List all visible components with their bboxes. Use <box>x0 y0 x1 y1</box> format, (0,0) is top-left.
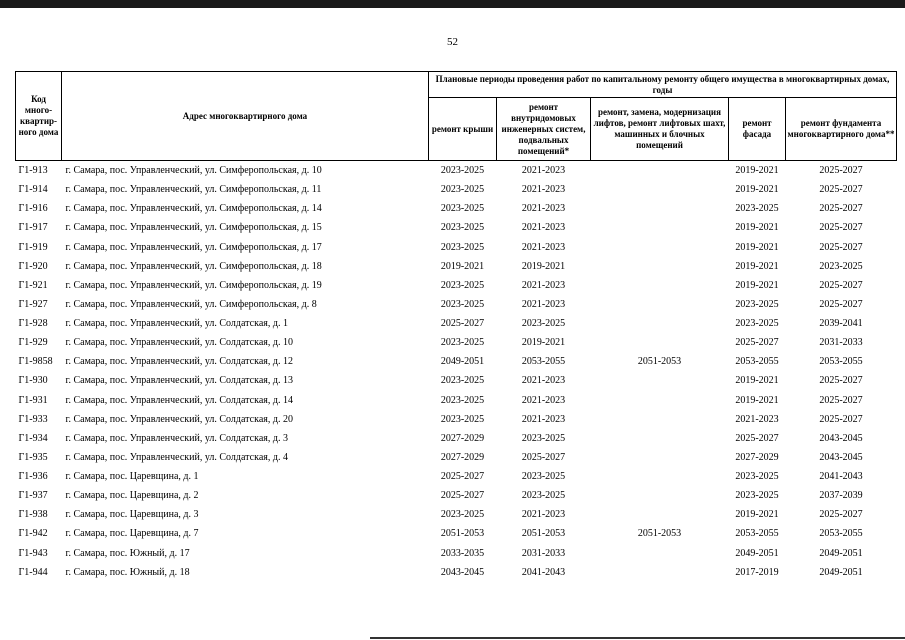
cell-foundation: 2053-2055 <box>819 528 863 540</box>
cell-systems: 2023-2025 <box>521 471 566 483</box>
cell-foundation: 2053-2055 <box>819 356 863 368</box>
cell-lifts <box>591 448 729 467</box>
cell-lifts <box>591 295 729 314</box>
cell-lifts <box>591 486 729 505</box>
cell-systems: 2023-2025 <box>521 432 566 444</box>
cell-address: г. Самара, пос. Управленческий, ул. Симферопольская, д. 17 <box>65 241 322 253</box>
cell-facade: 2025-2027 <box>735 432 779 444</box>
cell-foundation: 2023-2025 <box>819 260 863 272</box>
cell-facade: 2019-2021 <box>735 260 779 272</box>
cell-roof: 2023-2025 <box>440 279 485 291</box>
cell-lifts <box>591 238 729 257</box>
cell-facade: 2019-2021 <box>735 509 779 521</box>
table-row <box>16 467 897 486</box>
cell-lifts <box>591 161 729 181</box>
cell-foundation: 2025-2027 <box>819 241 863 253</box>
header-systems: ремонт внутридомовых инженерных систем, подвальных помещений* <box>497 98 591 161</box>
cell-address: г. Самара, пос. Царевщина, д. 3 <box>65 509 199 521</box>
cell-systems: 2051-2053 <box>521 528 566 540</box>
cell-systems: 2019-2021 <box>521 337 566 349</box>
cell-roof: 2049-2051 <box>440 356 485 368</box>
cell-foundation: 2049-2051 <box>819 566 863 578</box>
cell-roof: 2025-2027 <box>440 471 485 483</box>
cell-roof: 2023-2025 <box>440 203 485 215</box>
cell-lifts <box>591 199 729 218</box>
cell-facade: 2019-2021 <box>735 279 779 291</box>
cell-foundation: 2025-2027 <box>819 165 863 177</box>
cell-foundation: 2043-2045 <box>819 451 863 463</box>
cell-systems: 2021-2023 <box>521 203 566 215</box>
cell-address: г. Самара, пос. Управленческий, ул. Симферопольская, д. 19 <box>65 279 322 291</box>
cell-address: г. Самара, пос. Царевщина, д. 7 <box>65 528 199 540</box>
cell-foundation: 2025-2027 <box>819 413 863 425</box>
cell-roof: 2023-2025 <box>440 222 485 234</box>
cell-foundation: 2043-2045 <box>819 432 863 444</box>
table-row <box>16 314 897 333</box>
table-row <box>16 180 897 199</box>
cell-facade: 2019-2021 <box>735 394 779 406</box>
table-row <box>16 218 897 237</box>
header-address: Адрес многоквартирного дома <box>62 72 429 161</box>
cell-code: Г1-943 <box>18 547 48 559</box>
cell-code: Г1-917 <box>18 222 48 234</box>
cell-lifts <box>591 371 729 390</box>
table-row <box>16 199 897 218</box>
cell-facade: 2019-2021 <box>735 184 779 196</box>
cell-code: Г1-935 <box>18 451 48 463</box>
table-row <box>16 161 897 181</box>
cell-foundation: 2025-2027 <box>819 394 863 406</box>
cell-code: Г1-933 <box>18 413 48 425</box>
cell-systems: 2021-2023 <box>521 298 566 310</box>
cell-roof: 2023-2025 <box>440 337 485 349</box>
cell-code: Г1-916 <box>18 203 48 215</box>
cell-roof: 2027-2029 <box>440 451 485 463</box>
cell-address: г. Самара, пос. Южный, д. 17 <box>65 547 190 559</box>
cell-foundation: 2025-2027 <box>819 298 863 310</box>
cell-code: Г1-927 <box>18 298 48 310</box>
table-body <box>16 161 897 582</box>
cell-systems: 2023-2025 <box>521 490 566 502</box>
cell-foundation: 2025-2027 <box>819 509 863 521</box>
cell-lifts: 2051-2053 <box>637 356 682 368</box>
cell-facade: 2019-2021 <box>735 222 779 234</box>
cell-facade: 2027-2029 <box>735 451 779 463</box>
cell-code: Г1-936 <box>18 471 48 483</box>
cell-systems: 2021-2023 <box>521 222 566 234</box>
cell-address: г. Самара, пос. Управленческий, ул. Солдатская, д. 1 <box>65 318 288 330</box>
table-row <box>16 391 897 410</box>
cell-address: г. Самара, пос. Управленческий, ул. Симферопольская, д. 8 <box>65 298 317 310</box>
cell-facade: 2019-2021 <box>735 241 779 253</box>
cell-address: г. Самара, пос. Южный, д. 18 <box>65 566 190 578</box>
table-row <box>16 238 897 257</box>
cell-systems: 2021-2023 <box>521 184 566 196</box>
cell-code: Г1-942 <box>18 528 48 540</box>
cell-roof: 2033-2035 <box>440 547 485 559</box>
cell-roof: 2051-2053 <box>440 528 485 540</box>
cell-roof: 2023-2025 <box>440 298 485 310</box>
cell-roof: 2023-2025 <box>440 165 485 177</box>
cell-lifts <box>591 429 729 448</box>
cell-code: Г1-930 <box>18 375 48 387</box>
cell-systems: 2021-2023 <box>521 394 566 406</box>
cell-facade: 2023-2025 <box>735 471 779 483</box>
cell-address: г. Самара, пос. Управленческий, ул. Солдатская, д. 20 <box>65 413 293 425</box>
cell-systems: 2021-2023 <box>521 241 566 253</box>
cell-foundation: 2025-2027 <box>819 222 863 234</box>
cell-facade: 2053-2055 <box>735 528 779 540</box>
table-row <box>16 544 897 563</box>
cell-code: Г1-913 <box>18 165 48 177</box>
cell-code: Г1-921 <box>18 279 48 291</box>
table-row <box>16 524 897 543</box>
cell-facade: 2021-2023 <box>735 413 779 425</box>
top-scan-border <box>0 0 905 8</box>
cell-roof: 2019-2021 <box>440 260 485 272</box>
table-row <box>16 295 897 314</box>
cell-foundation: 2049-2051 <box>819 547 863 559</box>
cell-lifts <box>591 333 729 352</box>
cell-foundation: 2025-2027 <box>819 279 863 291</box>
table-row <box>16 505 897 524</box>
table-row <box>16 257 897 276</box>
cell-lifts <box>591 180 729 199</box>
table-row <box>16 410 897 429</box>
cell-address: г. Самара, пос. Управленческий, ул. Солдатская, д. 3 <box>65 432 288 444</box>
cell-code: Г1-914 <box>18 184 48 196</box>
cell-lifts <box>591 276 729 295</box>
table-row <box>16 371 897 390</box>
cell-lifts <box>591 467 729 486</box>
repair-schedule-table <box>15 71 897 582</box>
table-row <box>16 448 897 467</box>
cell-lifts <box>591 218 729 237</box>
cell-foundation: 2025-2027 <box>819 184 863 196</box>
cell-roof: 2023-2025 <box>440 509 485 521</box>
cell-address: г. Самара, пос. Управленческий, ул. Симферопольская, д. 10 <box>65 165 322 177</box>
cell-facade: 2023-2025 <box>735 298 779 310</box>
cell-facade: 2017-2019 <box>735 566 779 578</box>
header-lifts: ремонт, замена, модернизация лифтов, ремонт лифтовых шахт, машинных и блочных помещений <box>591 98 729 161</box>
cell-facade: 2025-2027 <box>735 337 779 349</box>
table-row <box>16 429 897 448</box>
cell-systems: 2025-2027 <box>521 451 566 463</box>
header-foundation: ремонт фундамента многоквартирного дома** <box>786 98 897 161</box>
table-row <box>16 352 897 371</box>
page-number: 52 <box>447 36 458 48</box>
header-code: Код много-квартир-ного дома <box>16 72 62 161</box>
cell-address: г. Самара, пос. Управленческий, ул. Солдатская, д. 10 <box>65 337 293 349</box>
cell-code: Г1-919 <box>18 241 48 253</box>
cell-lifts <box>591 314 729 333</box>
cell-systems: 2021-2023 <box>521 165 566 177</box>
cell-facade: 2053-2055 <box>735 356 779 368</box>
cell-code: Г1-920 <box>18 260 48 272</box>
cell-roof: 2027-2029 <box>440 432 485 444</box>
cell-address: г. Самара, пос. Управленческий, ул. Симферопольская, д. 15 <box>65 222 322 234</box>
table-row <box>16 563 897 582</box>
cell-roof: 2023-2025 <box>440 413 485 425</box>
cell-code: Г1-9858 <box>18 356 53 368</box>
cell-roof: 2043-2045 <box>440 566 485 578</box>
cell-code: Г1-938 <box>18 509 48 521</box>
cell-facade: 2019-2021 <box>735 375 779 387</box>
cell-roof: 2023-2025 <box>440 394 485 406</box>
cell-lifts <box>591 257 729 276</box>
cell-systems: 2041-2043 <box>521 566 566 578</box>
cell-foundation: 2025-2027 <box>819 203 863 215</box>
cell-foundation: 2031-2033 <box>819 337 863 349</box>
cell-lifts <box>591 563 729 582</box>
cell-code: Г1-929 <box>18 337 48 349</box>
cell-foundation: 2041-2043 <box>819 471 863 483</box>
cell-facade: 2049-2051 <box>735 547 779 559</box>
cell-address: г. Самара, пос. Управленческий, ул. Солдатская, д. 12 <box>65 356 293 368</box>
bottom-rule <box>370 637 905 639</box>
cell-systems: 2023-2025 <box>521 318 566 330</box>
cell-foundation: 2039-2041 <box>819 318 863 330</box>
cell-code: Г1-944 <box>18 566 48 578</box>
cell-address: г. Самара, пос. Управленческий, ул. Симферопольская, д. 18 <box>65 260 322 272</box>
table-row <box>16 333 897 352</box>
cell-code: Г1-931 <box>18 394 48 406</box>
cell-systems: 2019-2021 <box>521 260 566 272</box>
cell-systems: 2021-2023 <box>521 279 566 291</box>
cell-facade: 2023-2025 <box>735 490 779 502</box>
cell-systems: 2021-2023 <box>521 509 566 521</box>
cell-foundation: 2025-2027 <box>819 375 863 387</box>
cell-foundation: 2037-2039 <box>819 490 863 502</box>
cell-roof: 2023-2025 <box>440 375 485 387</box>
cell-address: г. Самара, пос. Управленческий, ул. Симферопольская, д. 11 <box>65 184 322 196</box>
cell-roof: 2023-2025 <box>440 184 485 196</box>
cell-facade: 2019-2021 <box>735 165 779 177</box>
cell-lifts: 2051-2053 <box>637 528 682 540</box>
cell-address: г. Самара, пос. Управленческий, ул. Солдатская, д. 14 <box>65 394 293 406</box>
cell-address: г. Самара, пос. Управленческий, ул. Солдатская, д. 4 <box>65 451 288 463</box>
cell-lifts <box>591 410 729 429</box>
cell-systems: 2021-2023 <box>521 375 566 387</box>
cell-lifts <box>591 544 729 563</box>
cell-systems: 2021-2023 <box>521 413 566 425</box>
header-periods: Плановые периоды проведения работ по капитальному ремонту общего имущества в многоквартирных домах, годы <box>429 72 897 98</box>
cell-roof: 2025-2027 <box>440 318 485 330</box>
cell-facade: 2023-2025 <box>735 203 779 215</box>
header-roof: ремонт крыши <box>429 98 497 161</box>
cell-code: Г1-928 <box>18 318 48 330</box>
cell-lifts <box>591 505 729 524</box>
table-row <box>16 276 897 295</box>
cell-code: Г1-934 <box>18 432 48 444</box>
cell-address: г. Самара, пос. Управленческий, ул. Симферопольская, д. 14 <box>65 203 322 215</box>
cell-address: г. Самара, пос. Царевщина, д. 1 <box>65 471 199 483</box>
cell-code: Г1-937 <box>18 490 48 502</box>
cell-systems: 2053-2055 <box>521 356 566 368</box>
cell-roof: 2025-2027 <box>440 490 485 502</box>
cell-roof: 2023-2025 <box>440 241 485 253</box>
cell-systems: 2031-2033 <box>521 547 566 559</box>
header-facade: ремонт фасада <box>729 98 786 161</box>
cell-address: г. Самара, пос. Управленческий, ул. Солдатская, д. 13 <box>65 375 293 387</box>
cell-facade: 2023-2025 <box>735 318 779 330</box>
cell-lifts <box>591 391 729 410</box>
cell-address: г. Самара, пос. Царевщина, д. 2 <box>65 490 199 502</box>
table-row <box>16 486 897 505</box>
